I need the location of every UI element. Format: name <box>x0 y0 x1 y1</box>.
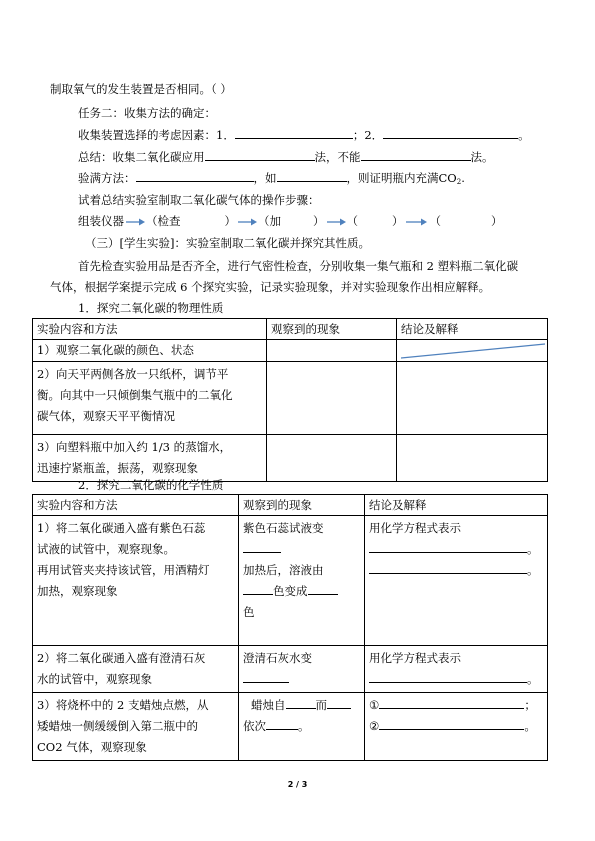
equation-dot: 。 <box>527 542 539 556</box>
candle-order-text: 依次 <box>243 719 266 733</box>
method-line: 加热，观察现象 <box>37 584 118 598</box>
header-method: 实验内容和方法 <box>33 319 267 340</box>
method-line: 迅速拧紧瓶盖，振荡，观察现象 <box>37 461 198 475</box>
table1-title: 1．探究二氧化碳的物理性质 <box>78 301 224 315</box>
observation-cell[interactable] <box>267 435 397 482</box>
method-line: 衡。向其中一只倾倒集气瓶中的二氧化 <box>37 388 233 402</box>
method-line: 3）向塑料瓶中加入约 1/3 的蒸馏水， <box>37 440 232 454</box>
candle-to-blank[interactable] <box>327 698 351 709</box>
page-number: 2 / 3 <box>287 780 308 789</box>
step-4-open: （ <box>346 214 358 228</box>
candle-and-text: 而 <box>315 698 327 712</box>
concl-line <box>369 695 543 716</box>
steps-title: 试着总结实验室制取二氧化碳气体的操作步骤： <box>78 193 320 207</box>
table-row <box>33 516 548 646</box>
header-observation: 观察到的现象 <box>267 319 397 340</box>
factor-1-blank[interactable] <box>235 128 353 139</box>
conclusion-cell[interactable] <box>397 340 548 362</box>
conclusion-2-blank[interactable] <box>379 719 524 730</box>
concl-line <box>369 560 543 581</box>
conclusion-2-end: 。 <box>524 719 536 733</box>
method-line: CO2 气体，观察现象 <box>37 740 147 754</box>
table-row <box>33 340 548 362</box>
color-from-blank[interactable] <box>243 584 273 595</box>
conclusion-cell[interactable] <box>397 362 548 435</box>
chemical-properties-table <box>32 494 548 761</box>
observation-cell <box>239 693 365 761</box>
header-conclusion: 结论及解释 <box>397 319 548 340</box>
method-cell <box>33 362 267 435</box>
header-observation: 观察到的现象 <box>239 495 365 516</box>
method-line: 矮蜡烛一侧缓缓倒入第二瓶中的 <box>37 719 198 733</box>
summary-mid: 法，不能 <box>314 150 361 164</box>
method-line: 2）将二氧化碳通入盛有澄清石灰 <box>37 651 206 665</box>
equation-2-blank[interactable] <box>369 563 527 574</box>
circled-two: ② <box>369 719 380 733</box>
summary-method-blank[interactable] <box>205 150 315 161</box>
full-prefix: 验满方法： <box>78 171 136 185</box>
table-row <box>33 435 548 482</box>
factors-prefix: 收集装置选择的考虑因素：1． <box>78 128 235 142</box>
observation-cell[interactable] <box>267 340 397 362</box>
litmus-color-blank[interactable] <box>243 542 281 553</box>
step-assemble: 组装仪器 <box>78 214 124 228</box>
arrow-icon <box>404 217 430 227</box>
method-line: 试液的试管中，观察现象。 <box>37 542 175 556</box>
conclusion-1-blank[interactable] <box>379 698 524 709</box>
summary-not-method-blank[interactable] <box>361 150 471 161</box>
method-cell <box>33 516 239 646</box>
obs-line <box>243 716 360 737</box>
table-header-row <box>33 495 548 516</box>
operation-steps-line <box>78 214 503 229</box>
co2-subscript: 2 <box>456 178 462 186</box>
method-line: 1）观察二氧化碳的颜色、状态 <box>37 343 194 357</box>
method-line: 3）将烧杯中的 2 支蜡烛点燃，从 <box>37 698 209 712</box>
intro-line-1: 首先检查实验用品是否齐全，进行气密性检查，分别收集一集气瓶和 2 塑料瓶二氧化碳 <box>78 259 519 273</box>
step-4-close: ） <box>392 214 404 228</box>
table-row <box>33 362 548 435</box>
candle-order-blank[interactable] <box>266 719 298 730</box>
method-line: 水的试管中，观察现象 <box>37 672 152 686</box>
table-row <box>33 646 548 693</box>
step-add: （加 <box>258 214 281 228</box>
full-mid: ，如 <box>253 171 277 185</box>
conclusion-1-end: ； <box>524 698 536 712</box>
factors-sep: ；2． <box>352 128 384 142</box>
step-add-close: ） <box>313 214 325 228</box>
concl-line <box>369 716 543 737</box>
table-row <box>33 693 548 761</box>
header-method: 实验内容和方法 <box>33 495 239 516</box>
equation-3-blank[interactable] <box>369 672 527 683</box>
observation-cell <box>239 516 365 646</box>
arrow-icon <box>124 217 146 227</box>
conclusion-cell <box>365 516 548 646</box>
circled-one: ① <box>369 698 380 712</box>
obs-line: 澄清石灰水变 <box>243 651 312 665</box>
obs-line: 色 <box>243 605 255 619</box>
obs-line: 加热后，溶液由 <box>243 563 324 577</box>
arrow-icon <box>236 217 258 227</box>
step-5-open: （ <box>429 214 441 228</box>
table2-title: 2．探究二氧化碳的化学性质 <box>78 478 224 492</box>
obs-line <box>243 539 360 560</box>
concl-line: 用化学方程式表示 <box>369 521 461 535</box>
color-to-blank[interactable] <box>308 584 338 595</box>
candle-dot: 。 <box>298 719 310 733</box>
factor-2-blank[interactable] <box>383 128 518 139</box>
method-line: 2）向天平两侧各放一只纸杯，调节平 <box>37 367 229 381</box>
method-line: 1）将二氧化碳通入盛有紫色石蕊 <box>37 521 206 535</box>
observation-cell[interactable] <box>267 362 397 435</box>
summary-line <box>78 150 494 165</box>
observation-cell <box>239 646 365 693</box>
arrow-icon <box>325 217 347 227</box>
method-cell <box>33 693 239 761</box>
concl-line <box>369 539 543 560</box>
step-check-close: ） <box>224 214 236 228</box>
task-two-heading: 任务二：收集方法的确定： <box>78 106 216 120</box>
equation-dot: 。 <box>527 563 539 577</box>
full-check-line <box>78 171 465 190</box>
obs-line <box>243 669 360 690</box>
table-header-row <box>33 319 548 340</box>
full-end: ，则证明瓶内充满CO <box>346 171 457 185</box>
paragraph-line-1: 制取氧气的发生装置是否相同。（ ） <box>50 82 232 96</box>
obs-line: 紫色石蕊试液变 <box>243 521 324 535</box>
method-cell <box>33 435 267 482</box>
equation-dot: 。 <box>527 672 539 686</box>
equation-1-blank[interactable] <box>369 542 527 553</box>
candle-from-text: 蜡烛自 <box>251 698 286 712</box>
collection-factors-line <box>78 128 530 143</box>
color-change-text: 色变成 <box>273 584 308 598</box>
full-phenomenon-blank[interactable] <box>277 171 347 182</box>
physical-properties-table <box>32 318 548 482</box>
conclusion-cell[interactable] <box>397 435 548 482</box>
intro-line-2: 气体，根据学案提示完成 6 个探究实验，记录实验现象，并对实验现象作出相应解释。 <box>50 280 491 294</box>
factors-end: 。 <box>518 128 530 142</box>
summary-end: 法。 <box>470 150 494 164</box>
candle-from-blank[interactable] <box>286 698 316 709</box>
method-line: 再用试管夹夹持该试管，用酒精灯 <box>37 563 210 577</box>
obs-line <box>243 695 360 716</box>
method-line: 碳气体，观察天平平衡情况 <box>37 409 175 423</box>
summary-prefix: 总结：收集二氧化碳应用 <box>78 150 205 164</box>
conclusion-cell <box>365 646 548 693</box>
step-5-close: ） <box>491 214 503 228</box>
method-cell <box>33 340 267 362</box>
obs-line <box>243 581 360 602</box>
method-cell <box>33 646 239 693</box>
header-conclusion: 结论及解释 <box>365 495 548 516</box>
pen-line-mark <box>401 341 547 361</box>
section-three-heading: （三）[学生实验]：实验室制取二氧化碳并探究其性质。 <box>85 236 370 250</box>
limewater-blank[interactable] <box>243 672 289 683</box>
step-check: （检查 <box>146 214 181 228</box>
full-dot: . <box>461 171 465 185</box>
concl-line <box>369 669 543 690</box>
full-method-blank[interactable] <box>136 171 254 182</box>
concl-line: 用化学方程式表示 <box>369 651 461 665</box>
conclusion-cell <box>365 693 548 761</box>
